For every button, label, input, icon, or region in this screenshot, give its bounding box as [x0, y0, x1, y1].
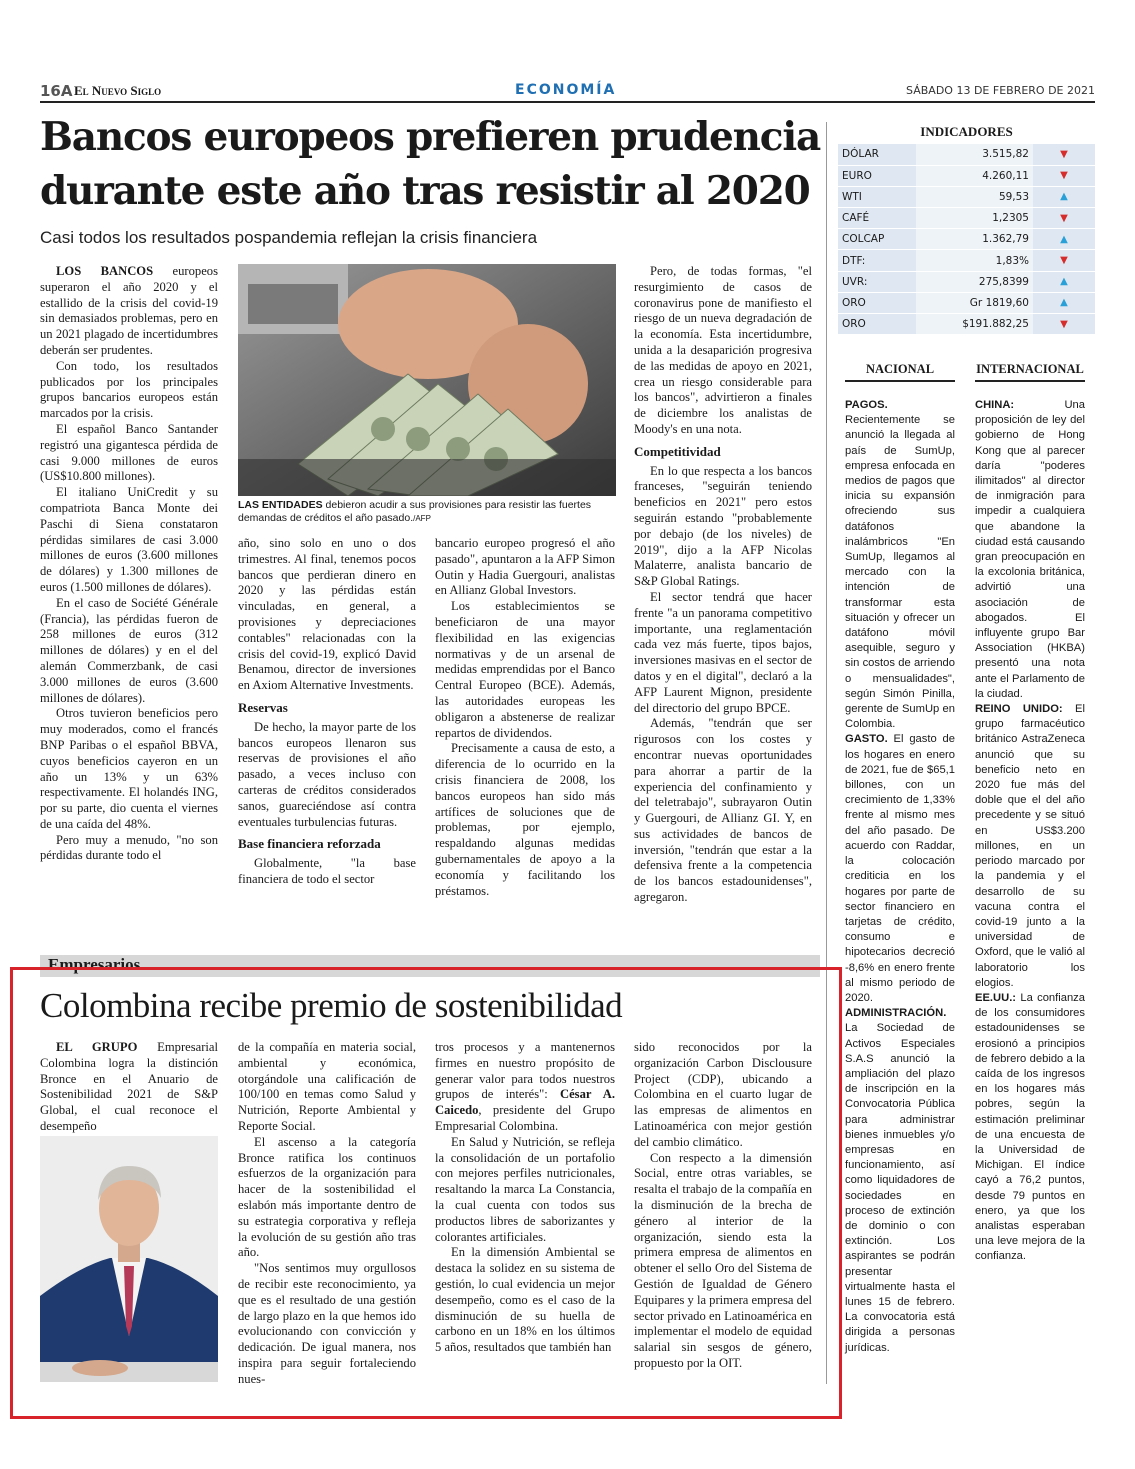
arrow-up-icon: ▲: [1033, 292, 1095, 313]
paragraph: sido reconocidos por la organización Carbon Disclousure Project (CDP), ubicando a Colombina en el cuarto lugar de las empresas de alimentos en Latinoamérica con mejor gestión del cambio climático.: [634, 1040, 812, 1149]
newspaper-name: El Nuevo Siglo: [74, 83, 162, 98]
paragraph: "Nos sentimos muy orgullosos de recibir este reconocimiento, ya que es el resultado de una gestión de largo plazo en la que hemos ido evolucionando con convicción y dedicación. De igual manera, nos inspira para seguir fortaleciendo nues-: [238, 1261, 416, 1386]
main-headline-line-1: Bancos europeos prefieren prudencia: [40, 114, 821, 160]
indicator-value: 1.362,79: [916, 229, 1033, 250]
paragraph: Además, "tendrán que ser rigurosos con los costes y encontrar nuevas oportunidades para ahorrar a partir de la experiencia del confinamiento y del teletrabajo", subrayaron Outin y Guergouri, de Allianz GI. Y, en sus actividades de bancos de inversión, "tendrán que estar a la defensiva frente a la competencia de los bancos estadounidenses", agregaron.: [634, 716, 812, 905]
subheading-competitividad: Competitividad: [634, 443, 721, 459]
sidebar-divider: [826, 122, 827, 1384]
brief-text: Recientemente se anunció la llegada al país de SumUp, empresa enfocada en medios de pagos que inicia su expansión ofreciendo sus datáfonos inalámbricos "En SumUp, llegamos al mercado con la intención de transformar esta situación y ofrecer un datáfono móvil asequible, seguro y sin costos de arriendo o mensualidades", según Simón Pinilla, gerente de SumUp en Colombia.: [845, 414, 955, 731]
paragraph: Con respecto a la dimensión Social, entre otras variables, se resalta el trabajo de la compañía en la disminución de la brecha de género al interior de la organización, siendo esta la primera empresa de alimentos en obtener el sello Oro del Sistema de Gestión de Igualdad de Género Equipares y la primera empresa del sector privado en Latinoamérica en implementar el modelo de equidad salarial sin sesgos de género, propuesto por la OIT.: [634, 1150, 812, 1370]
paragraph: En el caso de Société Générale (Francia), las pérdidas fueron de 258 millones de euros (312 millones de dólares) y en el del alemán Commerzbank, de casi 3.000 millones de euros (3.600 millones de dólares).: [40, 595, 218, 705]
paragraph: [40, 1040, 218, 1135]
paragraph: Los establecimientos se beneficiaron de una mayor flexibilidad en las exigencias normativas y de un arsenal de medidas emprendidas por el Banco Central Europeo (BCE). Además, las autoridades europeas les obligaron a abstenerse de realizar repartos de dividendos.: [435, 599, 615, 740]
indicator-name: COLCAP: [838, 229, 916, 250]
indicator-row: [838, 250, 1095, 271]
paragraph: año, sino solo en uno o dos trimestres. Al final, tenemos pocos bancos que perdieran dinero en 2020 y las pérdidas están vinculadas, en general, a provisiones y depreciaciones contables" relacionadas con la crisis del covid-19, explicó David Benamou, director de inversiones en Axiom Alternative Investments.: [238, 536, 416, 693]
paragraph: El ascenso a la categoría Bronce ratifica los continuos esfuerzos de la organización para hacer de la sostenibilidad el eslabón más importante dentro de su estrategia corporativa y refleja la evolución de su gestión año tras año.: [238, 1134, 416, 1260]
indicators-table: [838, 144, 1095, 335]
section-label: ECONOMÍA: [515, 82, 617, 98]
paragraph-text: Empresarial Colombina logra la distinción Bronce en el Anuario de Sostenibilidad 2021 de S&P Global, el cual reconoce el desempeño: [40, 1040, 218, 1133]
page-folio: [40, 82, 1095, 100]
paragraph-text: europeos superaron el año 2020 y el estallido de la crisis del covid-19 sin demasiados problemas, pero en un 2021 plagado de incertidumbres deberán ser prudentes.: [40, 264, 218, 357]
nacional-heading: NACIONAL: [845, 362, 955, 382]
quoted-person: César A. Caicedo: [435, 1087, 615, 1118]
money-photo: [238, 264, 616, 496]
paragraph: El español Banco Santander registró una gigantesca pérdida de casi 9.000 millones de euros (US$10.800 millones).: [40, 421, 218, 484]
arrow-up-icon: ▲: [1033, 186, 1095, 207]
indicator-row: [838, 314, 1095, 335]
indicator-row: [838, 271, 1095, 292]
brief-lead: PAGOS.: [845, 399, 888, 411]
arrow-down-icon: ▼: [1033, 144, 1095, 165]
brief-text: El gasto de los hogares en enero de 2021, fue de $65,1 billones, con un crecimiento de 1,33% frente al mismo mes del año pasado. De acuerdo con Raddar, la colocación crediticia en los hogares por parte de sector financiero en tarjetas de crédito, consumo e hipotecarios decreció -8,6% en enero frente al mismo periodo de 2020.: [845, 733, 955, 1004]
paragraph: Pero, de todas formas, "el resurgimiento de casos de coronavirus pone de manifiesto el riesgo de un nueva degradación de la economía. Esta incertidumbre, unida a la desaparición progresiva de las medidas de apoyo en 2021, crea un riesgo considerable para los bancos", advirtieron a finales de diciembre los analistas de Moody's en una nota.: [634, 264, 812, 436]
paragraph: Otros tuvieron beneficios pero muy moderados, como el francés BNP Paribas o el español BBVA, cuyos beneficios cayeron en un año un 13% y un 63% respectivamente. El holandés ING, por su parte, dio cuenta el viernes de una caída del 48%.: [40, 706, 218, 831]
paragraph: En la dimensión Ambiental se destaca la solidez en su sistema de gestión, lo cual evidencia un mejor desempeño, como es el caso de la disminución de su huella de carbono en un 18% en los últimos 5 años, resultados que también han: [435, 1245, 615, 1355]
brief-lead: GASTO.: [845, 733, 888, 746]
brief-text: La Sociedad de Activos Especiales S.A.S anunció la ampliación del plazo de inscripción en la Convocatoria Pública para administrar bienes inmuebles y/o empresas en funcionamiento, así como liquidadores de sociedades en proceso de extinción de dominio o con extinción. Los aspirantes se podrán presentar virtualmente hasta el lunes 15 de febrero. La convocatoria está dirigida a personas jurídicas.: [845, 1022, 955, 1354]
paragraph: [975, 991, 1085, 1265]
paragraph: Precisamente a causa de esto, a diferencia de lo ocurrido en la crisis financiera de 2008, los bancos europeos han sido más artífices de soluciones que de problemas, por ejemplo, respaldando algunas medidas gubernamentales de apoyo a la economía y facilitando los préstamos.: [435, 741, 615, 898]
paragraph: de la compañía en materia social, ambiental y económica, otorgándole una calificación de 100/100 en temas como Salud y Nutrición, Reporte Ambiental y Reporte Social.: [238, 1040, 416, 1133]
main-column-2: [238, 536, 416, 888]
subheading-reservas: Reservas: [238, 699, 288, 715]
top-rule: [40, 101, 1095, 103]
second-column-2: [238, 1040, 416, 1388]
indicator-row: [838, 208, 1095, 229]
indicator-value: Gr 1819,60: [916, 292, 1033, 313]
paragraph: [845, 398, 955, 732]
indicator-name: DÓLAR: [838, 144, 916, 165]
issue-date: SÁBADO 13 DE FEBRERO DE 2021: [906, 84, 1095, 97]
caption-text: debieron acudir a sus provisiones para resistir las fuertes demandas de créditos el año pasado.: [238, 499, 592, 524]
paragraph: [40, 264, 218, 359]
paragraph: [845, 1006, 955, 1356]
indicator-value: 3.515,82: [916, 144, 1033, 165]
internacional-column: [975, 398, 1085, 1265]
paragraph: De hecho, la mayor parte de los bancos europeos llenaron sus reservas de provisiones el año pasado, a veces incluso con carteras de créditos considerados sanos, guareciéndose así contra eventuales turbulencias futuras.: [238, 719, 416, 829]
main-subheadline: Casi todos los resultados pospandemia reflejan la crisis financiera: [40, 228, 538, 247]
indicator-name: DTF:: [838, 250, 916, 271]
paragraph-text: , presidente del Grupo Empresarial Colombina.: [435, 1103, 615, 1133]
arrow-down-icon: ▼: [1033, 165, 1095, 186]
indicator-row: [838, 229, 1095, 250]
main-headline: [40, 110, 820, 218]
indicator-name: ORO: [838, 292, 916, 313]
brief-lead: EE.UU.:: [975, 991, 1017, 1004]
paragraph: Globalmente, "la base financiera de todo el sector: [238, 856, 416, 886]
indicator-name: ORO: [838, 314, 916, 335]
paragraph: [975, 398, 1085, 702]
second-column-3: [435, 1040, 615, 1356]
indicator-value: 59,53: [916, 186, 1033, 207]
paragraph: [975, 702, 1085, 991]
section-band: [40, 955, 820, 977]
paragraph: Pero muy a menudo, "no son pérdidas durante todo el: [40, 832, 218, 863]
indicator-name: EURO: [838, 165, 916, 186]
main-column-4: [634, 264, 812, 906]
indicator-name: WTI: [838, 186, 916, 207]
second-column-4: [634, 1040, 812, 1372]
indicator-row: [838, 186, 1095, 207]
banknotes-illustration: [238, 264, 616, 496]
lead-words: EL GRUPO: [56, 1040, 138, 1054]
indicator-value: 275,8399: [916, 271, 1033, 292]
brief-lead: CHINA:: [975, 399, 1015, 411]
nacional-column: [845, 398, 955, 1356]
paragraph: En Salud y Nutrición, se refleja la consolidación de un portafolio con mejores perfiles nutricionales, resaltando la marca La Constancia, la cual cuenta con todos sus productos libres de saborizantes y colorantes artificiales.: [435, 1134, 615, 1244]
main-headline-line-2: durante este año tras resistir al 2020: [40, 168, 810, 214]
paragraph: [845, 732, 955, 1006]
indicator-value: $191.882,25: [916, 314, 1033, 335]
second-headline: Colombina recibe premio de sostenibilidad: [40, 986, 623, 1025]
paragraph: bancario europeo progresó el año pasado", apuntaron a la AFP Simon Outin y Hadia Guergouri, analistas en Allianz Global Investors.: [435, 536, 615, 598]
portrait-illustration: [40, 1136, 218, 1382]
page-number: 16A: [40, 82, 73, 100]
brief-text: Una proposición de ley del gobierno de Hong Kong que al parecer daría "poderes ilimitados" al director de inmigración para impedir a cualquiera que abandone la ciudad está causando gran preocupación en la excolonia británica, advirtió una asociación de abogados. El influyente grupo Bar Association (HKBA) presentó una nota ante el Parlamento de la ciudad.: [975, 399, 1085, 700]
main-column-3: [435, 536, 615, 899]
section-band-label: Empresarios: [48, 955, 141, 974]
arrow-down-icon: ▼: [1033, 208, 1095, 229]
caption-lead: LAS ENTIDADES: [238, 499, 323, 511]
arrow-down-icon: ▼: [1033, 250, 1095, 271]
arrow-up-icon: ▲: [1033, 271, 1095, 292]
brief-text: La confianza de los consumidores estadounidenses se erosionó a principios de febrero debido a la caída de los ingresos en los hogares más pobres, según la estimación preliminar de una encuesta de la Universidad de Michigan. El índice cayó a 76,2 puntos, desde 79 puntos en enero, ya que los analistas esperaban una leve mejora de la confianza.: [975, 991, 1085, 1263]
paragraph-text: tros procesos y a mantenernos firmes en nuestro propósito de generar valor para todos nuestros grupos de interés":: [435, 1040, 615, 1102]
indicator-value: 1,83%: [916, 250, 1033, 271]
caption-credit: /AFP: [413, 514, 431, 523]
indicator-row: [838, 144, 1095, 165]
indicator-value: 1,2305: [916, 208, 1033, 229]
indicator-name: UVR:: [838, 271, 916, 292]
main-column-1: [40, 264, 218, 864]
executive-portrait: [40, 1136, 218, 1382]
indicator-value: 4.260,11: [916, 165, 1033, 186]
paragraph: En lo que respecta a los bancos franceses, "seguirán teniendo beneficios en 2021" pero estos seguirán estando "probablemente por debajo (de los niveles) de 2019", dijo a la AFP Nicolas Malaterre, analista bancario de S&P Global Ratings.: [634, 463, 812, 589]
indicator-row: [838, 292, 1095, 313]
paragraph: El italiano UniCredit y su compatriota Banca Monte dei Paschi di Siena constataron pérdidas similares de casi 3.000 millones de euros (3.600 millones de dólares) y 1.300 millones de euros (1.500 millones de dólares).: [40, 485, 218, 594]
lead-words: LOS BANCOS: [56, 264, 154, 278]
brief-lead: ADMINISTRACIÓN.: [845, 1007, 947, 1020]
indicator-row: [838, 165, 1095, 186]
subheading-base-financiera: Base financiera reforzada: [238, 836, 381, 852]
indicators-title: INDICADORES: [920, 124, 1013, 139]
second-column-1: [40, 1040, 218, 1135]
paragraph: [435, 1040, 615, 1135]
brief-lead: REINO UNIDO:: [975, 703, 1063, 716]
brief-text: El grupo farmacéutico británico AstraZeneca anunció que su beneficio neto en 2020 fue más del doble que el del año precedente y se situó en US$3.200 millones, en un periodo marcado por la pandemia y el desarrollo de su vacuna contra el covid-19 junto a la universidad de Oxford, que le valió al laboratorio los elogios.: [975, 703, 1085, 989]
arrow-up-icon: ▲: [1033, 229, 1095, 250]
internacional-heading: INTERNACIONAL: [975, 362, 1085, 382]
photo-caption: [238, 499, 616, 525]
arrow-down-icon: ▼: [1033, 314, 1095, 335]
paragraph: Con todo, los resultados publicados por los principales grupos bancarios europeos están marcados por la crisis.: [40, 358, 218, 421]
indicator-name: CAFÉ: [838, 208, 916, 229]
paragraph: El sector tendrá que hacer frente "a un panorama competitivo importante, una reglamentación cada vez más fuerte, tipos bajos, inversiones masivas en el sector de datos y en el digital", declaró a la AFP Laurent Mignon, presidente del directorio del grupo BPCE.: [634, 589, 812, 715]
